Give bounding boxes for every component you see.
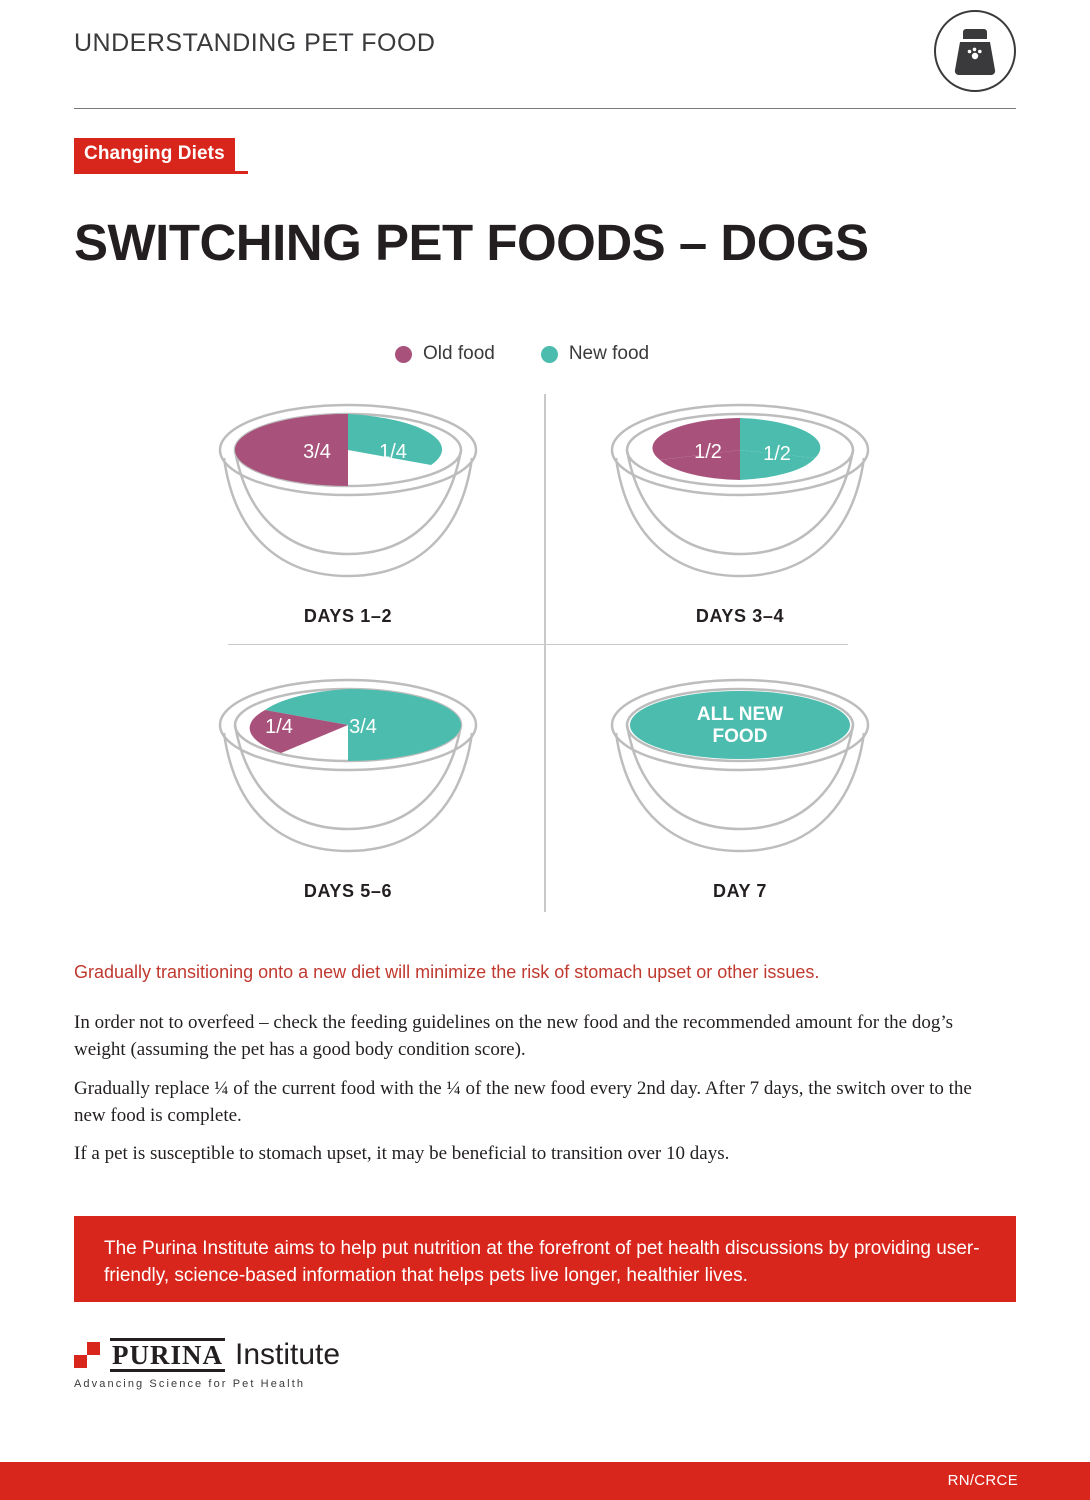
bowl-icon-day-7 [605,663,875,873]
bowl-icon-days-5-6 [213,663,483,873]
body-paragraph-1: In order not to overfeed – check the feeding guidelines on the new food and the recommended amount for the dog’s weight (assuming the pet has a good body condition score). [74,1012,953,1060]
grid-horizontal-divider [228,644,848,645]
header-eyebrow: UNDERSTANDING PET FOOD [74,29,436,57]
bowl-caption-day-7: DAY 7 [712,881,768,901]
page-title: SWITCHING PET FOODS – DOGS [74,214,869,271]
brand-logo [74,1338,340,1390]
brand-name: PURINA [110,1338,225,1372]
brand-tagline: Advancing Science for Pet Health [74,1378,306,1391]
bowl-caption-days-5-6: DAYS 5–6 [303,881,393,901]
chart-legend [395,343,649,365]
bowl-icon-days-1-2 [213,388,483,598]
body-paragraph-3: If a pet is susceptible to stomach upset, it may be beneficial to transition over 10 days. [74,1143,730,1164]
bowl-panel-days-3-4 [550,388,930,644]
header-divider [74,108,1016,109]
footer-code: RN/CRCE [947,1472,1018,1489]
bowl-icon-days-3-4 [605,388,875,598]
mission-callout: The Purina Institute aims to help put nutrition at the forefront of pet health discussions by providing user-friendly, science-based information that helps pets live longer, healthier lives. [74,1216,1016,1302]
bowl-caption-days-1-2: DAYS 1–2 [303,606,393,626]
highlight-statement: Gradually transitioning onto a new diet will minimize the risk of stomach upset or other issues. [74,962,820,982]
purina-checkerboard-icon [74,1342,100,1368]
category-tag: Changing Diets [74,138,235,171]
bowl-old-portion-days-1-2: 3/4 [303,441,331,463]
bowl-grid [158,388,948,913]
grid-vertical-divider [544,394,546,912]
bowl-panel-days-1-2 [158,388,538,644]
bowl-new-portion-days-3-4: 1/2 [763,443,791,465]
category-tag-underline [74,171,248,174]
bowl-label-day-7-line1: ALL NEW [696,704,784,725]
legend-label-new-food: New food [568,343,650,364]
brand-institute: Institute [235,1338,341,1372]
body-paragraph-2: Gradually replace ¼ of the current food with the ¼ of the new food every 2nd day. After 7 days, the switch over to the new food is complete. [74,1078,972,1126]
bowl-old-portion-days-5-6: 1/4 [265,716,293,738]
bowl-new-portion-days-5-6: 3/4 [349,716,377,738]
bowl-label-day-7-line2: FOOD [712,726,768,747]
document-header [74,28,1016,58]
legend-item-new-food [541,343,649,365]
bowl-panel-day-7 [550,663,930,919]
bowl-old-portion-days-3-4: 1/2 [694,441,722,463]
pet-food-bag-icon [934,10,1016,92]
bowl-caption-days-3-4: DAYS 3–4 [695,606,785,626]
bowl-panel-days-5-6 [158,663,538,919]
legend-label-old-food: Old food [423,343,495,364]
bowl-new-portion-days-1-2: 1/4 [379,441,407,463]
legend-swatch-new-food [541,346,558,363]
category-tag-wrap [74,138,235,171]
footer-bar [0,1462,1090,1500]
legend-swatch-old-food [395,346,412,363]
legend-item-old-food [395,343,495,365]
